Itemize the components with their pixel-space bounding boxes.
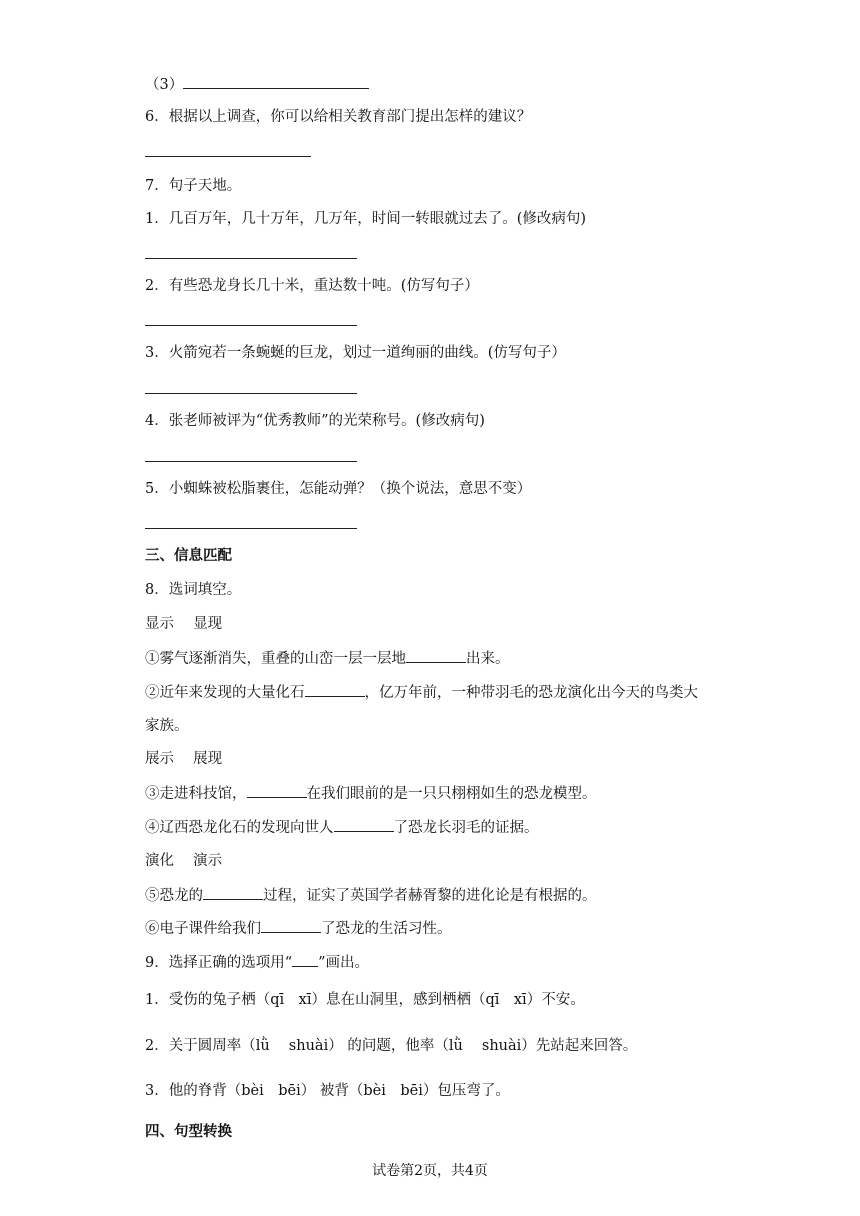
fill-blank[interactable] [203, 885, 263, 900]
q8-title: 8．选词填空。 [145, 582, 242, 598]
q8-sentence-2: ②近年来发现的大量化石 ，亿万年前，一种带羽毛的恐龙演化出今天的鸟类大 [145, 682, 698, 703]
q8-sentence-1: ①雾气逐渐消失，重叠的山峦一层一层地 出来。 [145, 648, 510, 669]
fill-blank[interactable] [305, 682, 365, 697]
q6-answer-line[interactable] [145, 156, 311, 157]
q8-word-pair-3: 演化 演示 [145, 853, 223, 869]
q7-item-3: 3．火箭宛若一条蜿蜒的巨龙，划过一道绚丽的曲线。(仿写句子） [145, 345, 566, 361]
page-footer: 试卷第2页，共4页 [372, 1163, 488, 1179]
answer-blank[interactable] [183, 74, 369, 89]
q8-word-pair-2: 展示 展现 [145, 751, 223, 767]
q7-item-4: 4．张老师被评为“优秀教师”的光荣称号。(修改病句) [145, 413, 485, 429]
q7-answer-line-5[interactable] [145, 528, 357, 529]
q6-question: 6．根据以上调查，你可以给相关教育部门提出怎样的建议？ [145, 109, 532, 125]
q8-sentence-2-cont: 家族。 [145, 718, 189, 734]
q9-item-1[interactable]: 1．受伤的兔子栖（qī xī）息在山洞里，感到栖栖（qī xī）不安。 [145, 992, 585, 1008]
section-heading-4: 四、句型转换 [145, 1123, 232, 1140]
q8-sentence-5: ⑤恐龙的 过程，证实了英国学者赫胥黎的进化论是有根据的。 [145, 885, 597, 906]
fill-blank[interactable] [334, 817, 394, 832]
q8-sentence-4: ④辽西恐龙化石的发现向世人 了恐龙长羽毛的证据。 [145, 817, 539, 838]
q5-item3 [145, 74, 369, 95]
q7-item-1: 1．几百万年，几十万年，几万年，时间一转眼就过去了。(修改病句) [145, 211, 587, 227]
q7-title: 7．句子天地。 [145, 178, 242, 194]
q7-answer-line-1[interactable] [145, 258, 357, 259]
q8-sentence-6: ⑥电子课件给我们 了恐龙的生活习性。 [145, 918, 452, 939]
section-heading-3: 三、信息匹配 [145, 547, 232, 564]
fill-blank[interactable] [247, 783, 307, 798]
q7-item-5: 5．小蜘蛛被松脂裹住，怎能动弹？（换个说法，意思不变） [145, 481, 532, 497]
underline-sample [292, 952, 318, 967]
q9-item-3[interactable]: 3．他的脊背（bèi bēi） 被背（bèi bēi）包压弯了。 [145, 1083, 510, 1099]
q5-item3-label: （3） [145, 77, 184, 93]
q9-item-2[interactable]: 2．关于圆周率（lǜ shuài） 的问题，他率（lǜ shuài）先站起来回答。 [145, 1038, 638, 1054]
fill-blank[interactable] [261, 918, 321, 933]
q9-title: 9．选择正确的选项用“ ”画出。 [145, 952, 369, 973]
q8-sentence-3: ③走进科技馆， 在我们眼前的是一只只栩栩如生的恐龙模型。 [145, 783, 597, 804]
q8-word-pair-1: 显示 显现 [145, 616, 223, 632]
fill-blank[interactable] [406, 648, 466, 663]
q7-item-2: 2．有些恐龙身长几十米，重达数十吨。(仿写句子） [145, 278, 479, 294]
q7-answer-line-3[interactable] [145, 393, 357, 394]
q7-answer-line-2[interactable] [145, 325, 357, 326]
q7-answer-line-4[interactable] [145, 461, 357, 462]
